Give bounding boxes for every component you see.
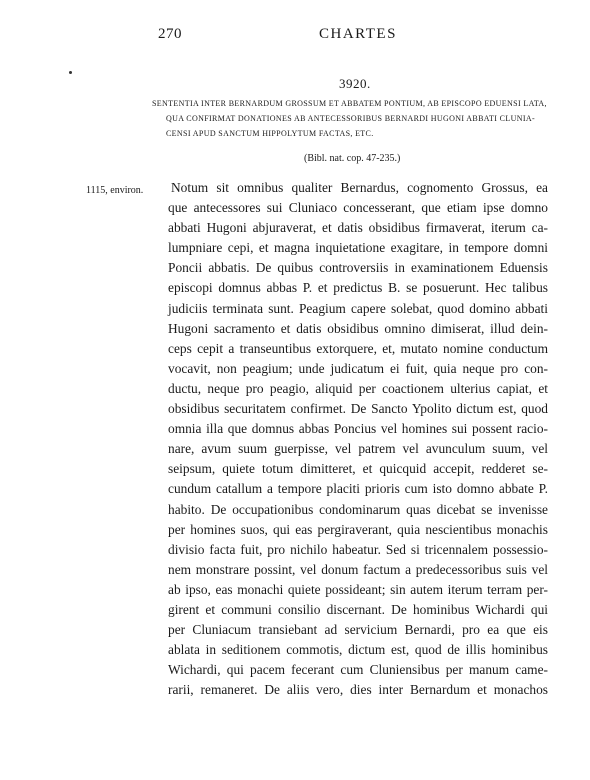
text-line: omnia illa que domnus abbas Poncius vel homines sui possent racio- [168,421,548,437]
margin-date: 1115, environ. [86,185,144,196]
text-line: Wichardi, qui pacem fecerant cum Cluniensibus per manum came- [168,662,548,678]
text-line: per homines suos, qui eas pergiraverant, quia nescientibus monachis [168,521,548,537]
text-line: per Cluniacum transiebant ad servicium Bernardi, pro ea que eis [168,622,548,638]
text-line: divisio facta fuit, pro nichilo habeatur. Sed si tricennalem possessio- [168,541,548,557]
text-line: judiciis terminata sunt. Peagium capere solebat, quod domino abbati [168,300,548,316]
text-line: obsidibus securitatem confirmet. De Sancto Ypolito dictum est, quod [168,401,548,417]
text-line: ductu, neque pro peagio, aliquid per coactionem ulterius capiat, et [168,380,548,396]
text-line: ceps cepit a transeuntibus extorquere, et, mutato nomine conductum [168,340,548,356]
page-number: 270 [158,26,182,42]
text-line: lumpniare cepi, et magna inquietatione exagitare, in tempore domni [168,240,548,256]
text-line: nem monstrare possint, vel donum factum a predecessoribus suis vel [168,561,548,577]
text-line: cundum catallum a tempore placiti prioris cum isto domno abbate P. [168,481,548,497]
summary-line: SENTENTIA INTER BERNARDUM GROSSUM ET ABBATEM PONTIUM, AB EPISCOPO EDUENSI LATA, [152,99,547,108]
text-line: seipsum, quiete totum dimitteret, et quicquid accepit, redderet se- [168,461,548,477]
text-line: nare, avum suum guerpisse, vel patrem vel avunculum suum, vel [168,441,548,457]
running-title: CHARTES [319,26,397,42]
summary-line: QUA CONFIRMAT DONATIONES AB ANTECESSORIBUS BERNARDI HUGONI ABBATI CLUNIA- [166,114,535,123]
source-reference: (Bibl. nat. cop. 47-235.) [304,153,401,164]
text-line: Poncii abbatis. De quibus controversiis in examinationem Eduensis [168,260,548,276]
text-line: ablata in seditionem commotis, dictum est, quod de illis hominibus [168,642,548,658]
text-line: ab ipso, eas monachi quiete possideant; sin autem iterum terram per- [168,581,548,597]
text-line: que antecessores sui Cluniaco concesserant, que etiam ipse domno [168,200,548,216]
text-line: girent et communi consilio discernant. De hominibus Wichardi qui [168,601,548,617]
text-line: abbati Hugoni abjuraverat, et datis obsidibus firmaverat, iterum ca- [168,220,548,236]
ink-spot [69,71,72,74]
text-line: Hugoni sacramento et datis obsidibus omnino dimiserat, illud dein- [168,320,548,336]
charter-text [168,178,548,700]
running-head [0,26,590,46]
text-line: Notum sit omnibus qualiter Bernardus, cognomento Grossus, ea [171,180,548,195]
text-line: rarii, remaneret. De aliis vero, dies inter Bernardum et monachos [168,682,548,698]
charter-summary [152,96,556,141]
text-line: episcopi domnus abbas P. et predictus B. se posuerunt. Hec talibus [168,280,548,296]
summary-line: CENSI APUD SANCTUM HIPPOLYTUM FACTAS, ETC. [166,129,374,138]
charter-number: 3920. [339,76,371,91]
text-line: habito. De occupationibus condominarum quas dicebat se invenisse [168,501,548,517]
text-line: vocavit, non peagium; unde judicatum ei fuit, quia neque pro con- [168,360,548,376]
